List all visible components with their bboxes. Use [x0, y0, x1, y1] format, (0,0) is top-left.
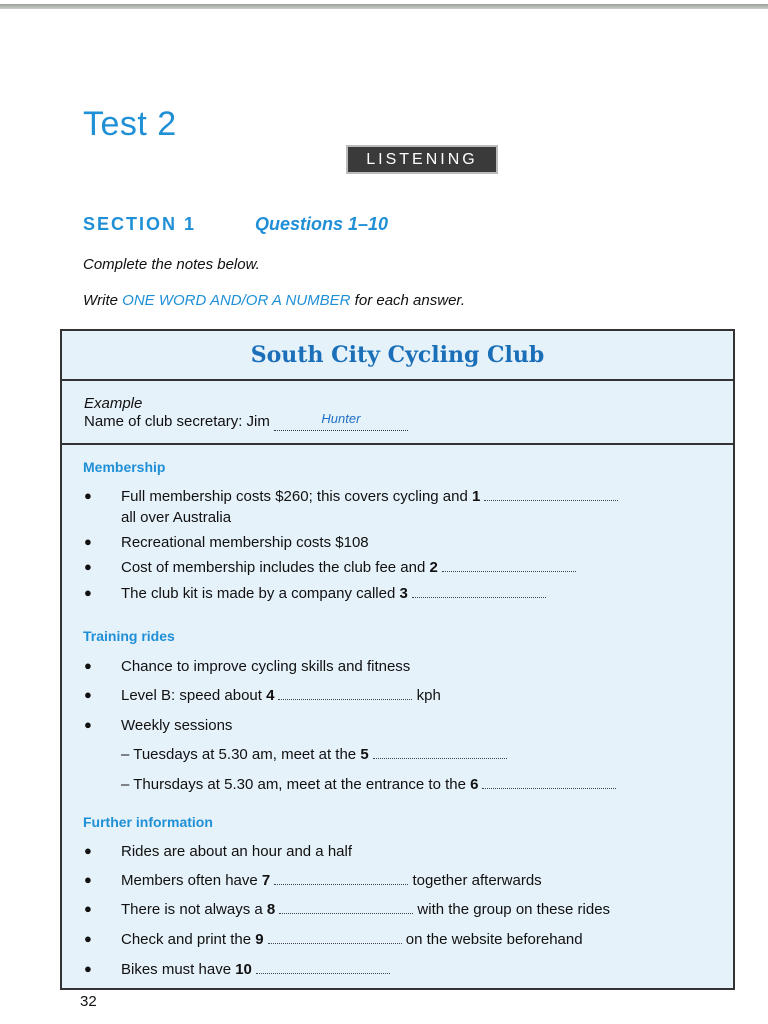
membership-heading: Membership — [83, 459, 166, 475]
training-subitem-2-text: – Thursdays at 5.30 am, meet at the entrance to the — [121, 776, 466, 793]
further-info-heading: Further information — [83, 814, 213, 830]
question-number-1: 1 — [472, 488, 481, 505]
question-number-4: 4 — [266, 687, 275, 704]
membership-item-3-text: Cost of membership includes the club fee and — [121, 559, 426, 576]
example-label: Example — [84, 395, 143, 412]
question-number-9: 9 — [255, 931, 264, 948]
further-item-4-text: Check and print the — [121, 931, 252, 948]
bullet-icon: ● — [84, 931, 92, 946]
further-item-2-text: Members often have — [121, 872, 258, 889]
instruction-emphasis: ONE WORD AND/OR A NUMBER — [122, 292, 351, 309]
question-number-8: 8 — [266, 901, 276, 918]
bullet-icon: ● — [84, 488, 92, 503]
answer-blank-6[interactable] — [482, 776, 616, 789]
bullet-icon: ● — [84, 534, 92, 549]
further-item-3-after: with the group on these rides — [417, 901, 611, 918]
training-item-2-unit: kph — [416, 687, 441, 704]
membership-item-4-text: The club kit is made by a company called — [121, 585, 396, 602]
bullet-icon: ● — [84, 687, 92, 702]
question-number-3: 3 — [399, 585, 408, 602]
example-line — [84, 413, 408, 431]
bullet-icon: ● — [84, 872, 92, 887]
answer-blank-7[interactable] — [274, 872, 408, 885]
test-title: Test 2 — [83, 105, 177, 143]
answer-blank-5[interactable] — [373, 746, 507, 759]
membership-item-1-text: Full membership costs $260; this covers cycling and — [121, 488, 468, 505]
further-item-4-after: on the website beforehand — [405, 931, 583, 948]
question-number-2: 2 — [429, 559, 438, 576]
instruction-pre: Write — [83, 292, 123, 309]
instruction-complete-notes: Complete the notes below. — [83, 256, 260, 273]
training-subitem-1-text: – Tuesdays at 5.30 am, meet at the — [121, 746, 357, 763]
answer-blank-9[interactable] — [268, 931, 402, 944]
answer-blank-4[interactable] — [278, 687, 412, 700]
bullet-icon: ● — [84, 901, 92, 916]
training-item-2-text: Level B: speed about — [121, 687, 262, 704]
instruction-word-limit — [83, 292, 465, 309]
example-text: Name of club secretary: Jim — [84, 413, 270, 430]
bullet-icon: ● — [84, 559, 92, 574]
question-number-5: 5 — [360, 746, 369, 763]
page-number: 32 — [80, 993, 97, 1010]
example-area — [62, 381, 733, 445]
further-item-5-text: Bikes must have — [121, 961, 232, 978]
question-number-6: 6 — [470, 776, 479, 793]
training-item-3-text: Weekly sessions — [121, 717, 233, 734]
bullet-icon: ● — [84, 961, 92, 976]
listening-badge: LISTENING — [346, 145, 498, 174]
answer-blank-2[interactable] — [442, 559, 576, 572]
answer-blank-10[interactable] — [256, 961, 390, 974]
notes-title: South City Cycling Club — [62, 331, 733, 381]
answer-blank-8[interactable] — [279, 901, 413, 914]
further-item-3-text: There is not always a — [121, 901, 263, 918]
bullet-icon: ● — [84, 658, 92, 673]
training-item-1-text: Chance to improve cycling skills and fitness — [121, 658, 411, 675]
question-number-10: 10 — [235, 961, 252, 978]
bullet-icon: ● — [84, 843, 92, 858]
answer-blank-1[interactable] — [484, 488, 618, 501]
section-heading: SECTION 1 — [83, 214, 197, 234]
notes-box — [60, 329, 735, 990]
top-rule — [0, 4, 768, 9]
question-number-7: 7 — [261, 872, 271, 889]
answer-blank-3[interactable] — [412, 585, 546, 598]
questions-heading: Questions 1–10 — [255, 214, 389, 234]
further-item-1-text: Rides are about an hour and a half — [121, 843, 352, 860]
membership-item-1-continuation: all over Australia — [121, 509, 232, 526]
example-answer: Hunter — [321, 411, 361, 426]
further-item-2-after: together afterwards — [412, 872, 542, 889]
training-heading: Training rides — [83, 628, 175, 644]
instruction-post: for each answer. — [350, 292, 466, 309]
membership-item-2-text: Recreational membership costs $108 — [121, 534, 369, 551]
bullet-icon: ● — [84, 585, 92, 600]
bullet-icon: ● — [84, 717, 92, 732]
example-answer-field — [274, 413, 408, 431]
